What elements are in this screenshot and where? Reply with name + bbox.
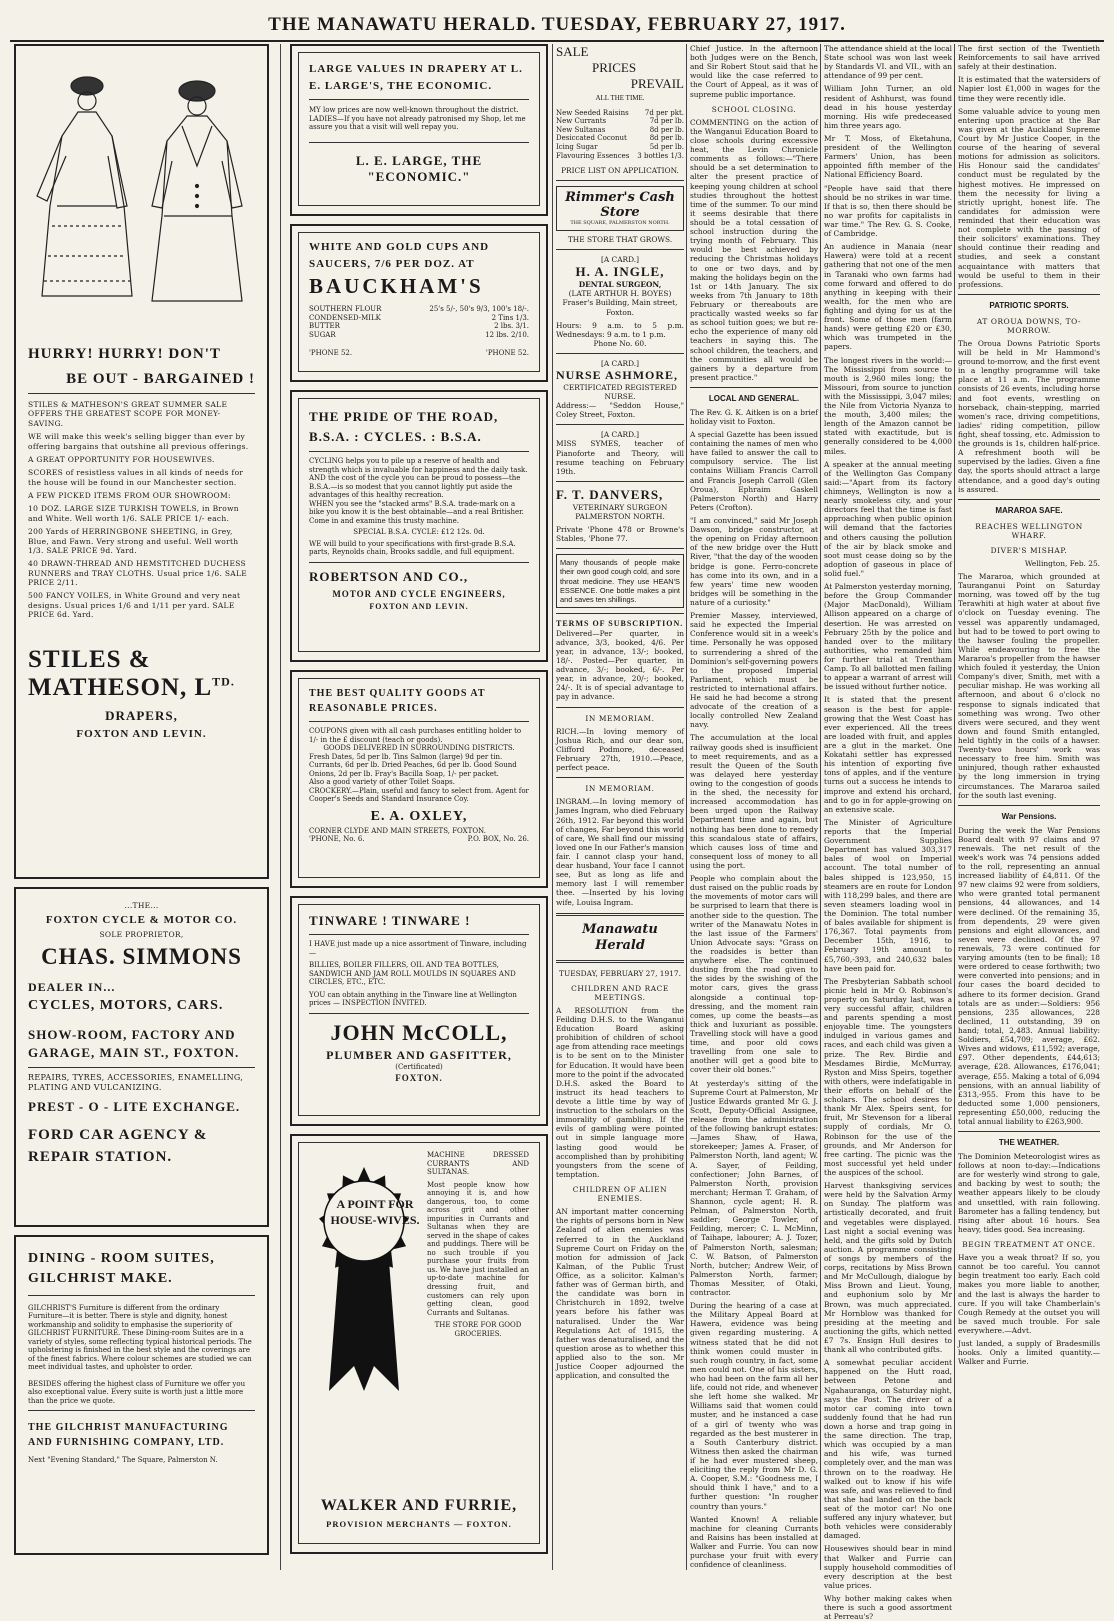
sale-paragraph: 10 DOZ. LARGE SIZE TURKISH TOWELS, in Brown and White. Well worth 1/6. SALE PRICE 1/- each. <box>28 504 239 523</box>
large-ad <box>290 44 548 216</box>
price-item: New Currants <box>556 117 607 126</box>
article-paragraph: Premier Massey, interviewed, said he expected the Imperial Conference would sit in a week's time. Personally he was opposed to surrendering a shred of the Dominion's self-governing powers to the proposed Imperial Parliament, which must be restricted to international affairs. He said he had become a strong advocate of the creation of a locally controlled New Zealand navy. <box>690 611 818 730</box>
symes-notice: MISS SYMES, teacher of Pianoforte and Theory, will resume teaching on February 19th. <box>556 439 684 476</box>
sale-paragraph: 40 DRAWN-THREAD AND HEMSTITCHED DUCHESS RUNNERS and TRAY CLOTHS. Usual price 1/6. SALE PRICE 2/11. <box>28 559 248 587</box>
column-divider <box>686 44 687 1570</box>
rimmer-logo: Rimmer's Cash Store <box>565 190 675 220</box>
oxley-phone: 'PHONE, No. 6. <box>309 835 365 844</box>
bsa-p3: WHEN you see the "stacked arms" B.S.A. trade-mark on a bike you know it is the best obtainable—and a real Britisher. Come in and examine this trusty machine. <box>309 499 524 525</box>
cycle-the: ...THE... <box>124 901 159 910</box>
article-paragraph: The Minister of Agriculture reports that the Imperial Government Supplies Department has valued 303,317 bales of wool on Imperial account. The total number of bales shipped is 123,950, 15 steamers are en route for London with 118,299 bales, and there are seven steamers loading wool in the Dominion. The total number of bales available for shipment is 176,367. Total payments from December 15th, 1916, to February 19th amount to £5,760,-393, and 240,632 bales have been paid for. <box>824 817 952 973</box>
article-paragraph: The accumulation at the local railway goods shed is insufficient to meet requirements, and as a result the Queen of the South was delayed here yesterday owing to the congestion of goods in the shed, the necessity for increased accommodation has been urged upon the Railway Department time and again, but nothing has been done to remedy this scandalous state of affairs, which causes loss of time and consequent loss of money to all using the port. <box>690 733 818 871</box>
masthead-rule <box>10 40 1104 42</box>
price-row <box>556 152 684 161</box>
column-divider <box>820 44 821 1570</box>
masthead: THE MANAWATU HERALD. TUESDAY, FEBRUARY 27, 1917. <box>268 14 846 35</box>
price-value: 3 bottles 1/3. <box>637 151 684 160</box>
ingle-phone: Phone No. 60. <box>593 338 647 348</box>
card-label: [A CARD.] <box>600 430 640 440</box>
price-value: 7d per lb. <box>649 117 684 126</box>
large-signature: L. E. LARGE, THE "ECONOMIC." <box>355 152 483 184</box>
bsa-p4: WE will build to your specifications with first-grade B.S.A. parts, Reynolds chain, Brooks saddle, and full equipment. <box>309 539 516 557</box>
gilchrist-ad <box>14 1235 269 1555</box>
price-value: 2 lbs. 3/1. <box>494 322 529 331</box>
gilchrist-company: THE GILCHRIST MANUFACTURING AND FURNISHING COMPANY, LTD. <box>28 1422 229 1448</box>
stiles-matheson-ad <box>14 44 269 879</box>
rimmer-tag: THE STORE THAT GROWS. <box>567 235 673 245</box>
price-value: 8d per lb. <box>649 134 684 143</box>
article-paragraph: The Rev. G. K. Aitken is on a brief holiday visit to Foxton. <box>690 407 818 426</box>
article-paragraph: During the week the War Pensions Board dealt with 97 claims and 97 renewals. The net result of the week's work was 74 pensions added to the roll, representing an annual increased liability of £4,811. Of the 97 new claims 92 were from soldiers, who were granted total permanent pensions, 44 allowances, and 14 were declined. Of the remaining 35, from dependents, 29 were given pensions and eight allowances, and seven were declined. Of the 97 renewals, 73 were continued for varying amounts (ten to be final); 18 were ordered to cease forthwith; two were converted into pensions; and in four cases the board decided to adhere to its former decision. Grand totals are as under:—Soldiers: 956 pensions, 235 allowances, 228 declined, 11 outstanding, 39 on hand; total, 2,483. Annual liability: Soldiers, £54,709; average, £62. Wives and widows, £11,592; average, £97. Other dependents, £44,613; average, £28. Allowances, £176,041; average, £55. Making a total of 6,094 pensions, with an annual liability of £313,-955. From this have to be deducted some 1,000 pensioners, representing £50,000, reducing the total annual liability to £263,900. <box>958 825 1100 1127</box>
column-divider <box>954 44 955 1570</box>
article-paragraph: It is estimated that the watersiders of Napier lost £1,000 in wages for the time they were recently idle. <box>958 75 1100 103</box>
cycle-owner-name: CHAS. SIMMONS <box>41 943 242 969</box>
walker-p3: THE STORE FOR GOOD GROCERIES. <box>434 1321 522 1338</box>
walker-p1: MACHINE DRESSED CURRANTS AND SULTANAS. <box>427 1151 529 1177</box>
tinware-p1: I HAVE just made up a nice assortment of Tinware, including— <box>309 940 527 957</box>
price-item: BUTTER <box>309 322 340 331</box>
price-item: Flavouring Essences <box>556 151 630 160</box>
article-paragraph: "People have said that there should be no strikes in war time. If that is so, then there should be no war profits for capitalists in war time." The Rev. G. S. Cooke, of Cambridge. <box>824 183 952 239</box>
terms-title: TERMS OF SUBSCRIPTION. <box>556 618 684 628</box>
children-title: CHILDREN AND RACE MEETINGS. <box>571 983 669 1002</box>
price-value: 7d per pkt. <box>644 108 684 117</box>
memoriam-title: IN MEMORIAM. <box>585 713 655 723</box>
article-paragraph: It is stated that the present season is the best for apple-growing that the West Coast has ever experienced. All the trees are loaded with fruit, and apples are a glut in the market. One Kokatahi settler has expressed his intention of exporting five tons of apples, and if the venture turns out a success he intends to improve and extend his orchard, and to go in for apple-growing on an extensive scale. <box>824 695 952 814</box>
price-item: SOUTHERN FLOUR <box>309 305 382 313</box>
oxley-title: THE BEST QUALITY GOODS AT REASONABLE PRICES. <box>309 688 486 714</box>
robertson-place: FOXTON AND LEVIN. <box>369 601 469 611</box>
nurse-address: Address:— "Seddon House," Coley Street, Foxton. <box>556 401 684 420</box>
robertson-sub: MOTOR AND CYCLE ENGINEERS, <box>332 588 506 599</box>
bauckham-ad <box>290 224 548 382</box>
mararoa-sub: REACHES WELLINGTON WHARF. <box>975 521 1083 540</box>
walker-name: WALKER AND FURRIE, <box>320 1497 518 1514</box>
stiles-name-2: MATHESON, L <box>28 673 213 701</box>
price-row <box>556 117 684 126</box>
price-row <box>309 305 529 314</box>
bauckham-phone: 'PHONE 52. <box>309 349 353 358</box>
article-paragraph: A somewhat peculiar accident happened on the Hutt road, between Petone and Ngahauranga, on Saturday night, says the Post. The driver of a motor car coming into town suddenly found that he had run down a horse and trap going in the same direction. The trap, which was occupied by a man and his wife, was turned completely over, and the man was thrown on to the roadway. He walked out to know if his wife was safe, and was relieved to find that she had landed on the back seat of the motor car! No one suffered any injury whatever, but both vehicles were considerably damaged. <box>824 1358 952 1541</box>
price-list <box>556 109 684 161</box>
robertson-name: ROBERTSON AND CO., <box>309 568 469 584</box>
price-value: 5d per lb. <box>649 143 684 151</box>
walker-p2: Most people know how annoying it is, and how dangerous, too, to come across grit and other impurities in Currants and Sultanas when they are served in the shape of cakes and puddings. There will be no such trouble if you purchase your fruits from us. We have just installed an up-to-date machine for dressing fruit, and customers can rely upon getting clean, good Currants and Sultanas. <box>427 1180 529 1317</box>
large-title: LARGE VALUES IN DRAPERY AT L. E. LARGE'S, THE ECONOMIC. <box>309 63 523 92</box>
oxley-p1: COUPONS given with all cash purchases entitling holder to 1/- in the £ discount (teach or goods). <box>309 727 522 744</box>
column-1 <box>14 44 269 1569</box>
article-paragraph: Just landed, a supply of Bradesmills hooks. Only a limited quantity.—Walker and Furrie. <box>958 1339 1100 1367</box>
card-label: [A CARD.] <box>600 255 640 265</box>
oxley-p5: CROCKERY.—Plain, useful and fancy to select from. Agent for Cooper's Seeds and Standard Insurance Coy. <box>309 786 529 804</box>
sale-paragraph: SCORES of resistless values in all kinds of needs for the house will be found in our Manchester section. <box>28 468 244 487</box>
article-paragraph: The longest rivers in the world:—The Mississippi from source to mouth is 2,960 miles long; the Missouri, from source to junction with the Mississippi, 3,047 miles; the Nile from Victoria Nyanza to the mouth, 3,400 miles; the length of the Amazon cannot be stated with exactitude, but is generally considered to be 4,000 miles. <box>824 355 952 456</box>
price-list-note: PRICE LIST ON APPLICATION. <box>561 166 679 176</box>
all-the-time: ALL THE TIME. <box>595 93 645 102</box>
oxley-p4: Also a good variety of other Toilet Soaps. <box>309 778 455 787</box>
article-paragraph: The Oroua Downs Patriotic Sports will be held in Mr Hammond's ground to-morrow, and the first event in a lengthy programme will take place at 11 a.m. The programme consists of 26 events, including horse and foot events, wrestling on horseback, chain-stepping, married women's race, driving competitions, ladies' riding competition, pillow fight, sheaf tossing, etc. Admission to the grounds is 1s, children half-price. A refreshment booth will be supervised by the ladies. Given a fine day, the sports should attract a large attendance, and a good day's outing is assured. <box>958 338 1100 494</box>
dining-title: DINING - ROOM SUITES, GILCHRIST MAKE. <box>28 1251 215 1287</box>
mararoa-title: MARAROA SAFE. <box>995 505 1063 515</box>
herald-date: TUESDAY, FEBRUARY 27, 1917. <box>559 968 681 978</box>
card-label: [A CARD.] <box>600 359 640 369</box>
stiles-place: FOXTON AND LEVIN. <box>76 727 207 740</box>
bsa-p1: CYCLING helps you to pile up a reserve of health and strength which is invaluable for happiness and the daily task. <box>309 457 528 474</box>
prices-word: PRICES <box>592 59 637 75</box>
oxley-ad <box>290 670 548 888</box>
stiles-name: STILES & <box>28 645 151 673</box>
column-5 <box>824 44 953 1621</box>
danvers-phone: Private 'Phone 478 or Browne's Stables, 'Phone 77. <box>556 525 684 544</box>
article-paragraph: The Mararoa, which grounded at Tauranganui Point on Saturday morning, was towed off by the tug Terawhiti at high water at about five o'clock on Tuesday evening. The vessel was apparently undamaged, but had to be towed to port owing to the hawser fouling the propeller. While endeavouring to free the Mararoa's propeller from the hawser which fouled it yesterday, the Union Company's diver, Smith, met with a peculiar mishap. He was working all afternoon, and about 6 o'clock no response to signals indicated that something was wrong. Two other divers were secured, and they went down and found Smith entangled, held tightly in the coils of a hawser. Twenty-two hours' work was necessary to free him. Smith was uninjured, though rather exhausted by the long immersion in trying circumstances. The Mararoa sailed for the south last evening. <box>958 572 1100 800</box>
ingle-name: H. A. INGLE, <box>575 264 665 280</box>
bsa-ad <box>290 390 548 662</box>
price-value: 8d per lb. <box>649 125 684 134</box>
article-paragraph: COMMENTING on the action of the Wanganui Education Board to close schools during excessive heat, the Levin Chronicle comments as follows:—"There should be a set determination to alter the present practice of keeping young children at school studies throughout the hottest time of the summer. To our mind it seems desirable that there should be a total cessation of school instruction during the trying month of February. This would be best achieved by reducing the Christmas holidays to one or two days, and by making the holidays begin on the 1st or 14th January. The six weeks from 7th January to 18th February or thereabouts are practically wasted weeks so far as school tuition goes; we but re-echo the experience of many old teachers in saying this. The school children, the teachers, and the communities all would be gainers by a departure from present practice." <box>690 117 818 382</box>
stiles-drapers: DRAPERS, <box>105 707 178 723</box>
price-row <box>309 322 529 331</box>
article-paragraph: Have you a weak throat? If so, you cannot be too careful. You cannot begin treatment too early. Each cold makes you more liable to another, and the last is always the harder to cure. If you will take Chamberlain's Cough Remedy at the outset you will be saved much trouble. For sale everywhere.—Advt. <box>958 1253 1100 1335</box>
patriotic-sub: AT OROUA DOWNS, TO-MORROW. <box>976 316 1082 335</box>
column-2 <box>290 44 548 1569</box>
dining-p2: BESIDES offering the highest class of Furniture we offer you also exceptional value. Every suite is worth just a little more than the price we quote. <box>28 1379 246 1405</box>
article-paragraph: Housewives should bear in mind that Walker and Furrie can supply household commodities of every description at the best value prices. <box>824 1544 952 1590</box>
oxley-p2: GOODS DELIVERED IN SURROUNDING DISTRICTS. <box>323 744 515 753</box>
terms-body: Delivered—Per quarter, in advance, 3/3, booked, 4/6. Per year, in advance, 13/-; booked, 18/-. Posted—Per quarter, in advance, 3/-; booked, 6/-. Per year, in advance, 20/-; booked, 24/-. It is of special advantage to pay in advance. <box>556 628 684 702</box>
cycle-sole: SOLE PROPRIETOR, <box>99 930 184 940</box>
point-housewives: A POINT FOR HOUSE-WIVES. <box>330 1197 420 1228</box>
price-item: CONDENSED-MILK <box>309 313 381 322</box>
article-paragraph: During the hearing of a case at the Military Appeal Board at Hawera, evidence was being given regarding mustering. A witness stated that he did not think women could muster in such rough country, in fact, some men could not. One of his sisters, who had been on the farm all her life, could not ride, and whenever she left home she walked. Mr Williams said that women could muster, and he instanced a case of a girl of twenty who was regarded as the best musterer in a South Canterbury district. Witness then asked the chairman if he had ever mustered sheep, eliciting the reply from Mr D. G. A. Cooper, S.M.: "Goodness me, I should think I have," and to a further question: "In rougher country than yours." <box>690 1301 818 1511</box>
alien-title: CHILDREN OF ALIEN ENEMIES. <box>572 1185 668 1204</box>
sale-paragraph: WE will make this week's selling bigger than ever by offering bargains that outshine all previous offerings. <box>28 432 249 451</box>
article-paragraph: Wanted Known! A reliable machine for cleaning Currants and Raisins has been installed at Walker and Furrie. You can now purchase your fruit with every confidence of cleanliness. <box>690 1514 818 1570</box>
sale-paragraph: A GREAT OPPORTUNITY FOR HOUSEWIVES. <box>28 454 215 464</box>
article-paragraph: The Dominion Meteorologist wires as follows at noon to-day:—Indications are for westerly wind strong to gale, and backing by west to south; the weather appears likely to be cloudy and unsettled, with rain following. Barometer has a falling tendency, but rising after about 16 hours. Sea heavy, tides good. Sea increasing. <box>958 1152 1100 1234</box>
price-value: 12 lbs. 2/10. <box>485 330 529 339</box>
heans-ad: Many thousands of people make their own good cough cold, and sore throat medicine. They use HEAN'S ESSENCE. One bottle makes a pint and saves ten shillings. <box>556 554 684 608</box>
article-paragraph: At yesterday's sitting of the Supreme Court at Palmerston, Mr Justice Edwards granted Mr G. J. Scott, Deputy-Official Assignee, release from the administration of the following bankrupt estates:—James Shaw, of Hawa, storekeeper; James A. Fraser, of Palmerston North, land agent; W. A. Sayer, of Feilding, confectioner; John Barnes, of Palmerston North, provision merchant; Herman T. Graham, of Shannon, cycle agent; H. R. Pelman, of Palmerston North, saddler; George Towler, of Feilding, mercer; C. L. McMinn, of Taihape, labourer; A. J. Tozer, of Palmerston North, salesman; C. W. Batson, of Palmerston North, butcher; Andrew Weir, of Palmerston North, farmer; Thomas Messiter, of Otaki, contractor. <box>690 1078 818 1298</box>
mararoa-date: Wellington, Feb. 25. <box>1024 558 1100 568</box>
article-paragraph: Why bother making cakes when there is such a good assortment at Perreau's? <box>824 1593 952 1621</box>
price-row <box>556 109 684 118</box>
hurry-heading-2: BE OUT - BARGAINED ! <box>66 371 255 387</box>
oxley-name: E. A. OXLEY, <box>370 808 468 824</box>
column-6 <box>958 44 1100 1569</box>
tinware-p3: YOU can obtain anything in the Tinware line at Wellington prices — INSPECTION INVITED. <box>309 990 517 1008</box>
price-item: Desiccated Coconut <box>556 134 627 143</box>
price-item: New Sultanas <box>556 125 606 134</box>
nurse-title: CERTIFICATED REGISTERED NURSE. <box>563 382 677 401</box>
tinware-ad <box>290 896 548 1126</box>
sale-paragraph: STILES & MATHESON'S GREAT SUMMER SALE OFFERS THE GREATEST SCOPE FOR MONEY-SAVING. <box>28 400 228 428</box>
gilchrist-address: Next "Evening Standard," The Square, Palmerston N. <box>28 1456 218 1465</box>
article-paragraph: Mr T. Moss, of Eketahuna, president of the Wellington Farmers' Union, has been appointed fifth member of the National Efficiency Board. <box>824 133 952 180</box>
danvers-place: PALMERSTON NORTH. <box>575 511 665 521</box>
patriotic-title: PATRIOTIC SPORTS. <box>989 300 1069 310</box>
oxley-box: P.O. BOX, No. 26. <box>467 835 529 844</box>
mararoa-sub: DIVER'S MISHAP. <box>990 545 1068 555</box>
sale-paragraph: 500 FANCY VOILES, in White Ground and very neat designs. Usual prices 1/6 and 1/11 per yard. SALE PRICE 6d. Yard. <box>28 591 241 620</box>
memoriam-ingram: INGRAM.—In loving memory of James Ingram, who died February 26th, 1912. Far beyond this world of changes, Far beyond this world of care, We shall find our missing loved one In our Father's mansion fair. I cannot clasp your hand, dear husband, Your face I cannot see, But as long as life and memory last I will remember thee. —Inserted by his loving wife, Louisa Ingram. <box>556 797 684 907</box>
alien-body: AN important matter concerning the rights of persons born in New Zealand of alien enemies was referred to in the Auckland Supreme Court on Friday on the motion for admission of Jack Kalman, of the Public Trust Office, as a solicitor. Kalman's father was of German birth, and the candidate was born in Christchurch in 1892, twelve years before his father was naturalised. Under the War Regulations Act of 1915, the father was denaturalised, and the question arose as to whether this applied also to the son. Mr Justice Cooper adjourned the application, and consulted the <box>556 1207 684 1381</box>
price-value: 2 Tins 1/3. <box>491 313 529 322</box>
dining-p1: GILCHRIST'S Furniture is different from the ordinary Furniture—it is better. There is style and dignity, honest workmanship and solidity to emphasise the superiority of GILCHRIST FURNITURE. These Dining-room Suites are in a variety of styles, some reflecting typical historical periods. The upholstering is finished in the best style and the coverings are of the finest fabrics. Where colour schemes are studied we can meet individual tastes, and upholster to order. <box>28 1303 252 1372</box>
price-row <box>556 143 684 152</box>
price-row <box>556 126 684 135</box>
article-paragraph: Some valuable advice to young men entering upon practice at the Bar was given at the Auckland Supreme Court by Mr Justice Cooper, in the course of the hearing of several motions for admission as solicitors. His Honour said the candidates' conduct must be regulated by the highest motives. He impressed on them the necessity for living a strictly upright, honest life. The candidates for admission were reminded that their education was not complete with the passing of their solicitors' examinations. They should continue their reading and studies, and seek a constant acquaintance with matters that would be useful to them in their professions. <box>958 106 1100 289</box>
price-row <box>309 331 529 340</box>
bauckham-name: BAUCKHAM'S <box>309 274 484 298</box>
foxton-cycle-ad <box>14 887 269 1227</box>
cycle-ford: FORD CAR AGENCY & REPAIR STATION. <box>28 1127 208 1165</box>
tinware-title: TINWARE ! TINWARE ! <box>309 913 471 928</box>
bauckham-phone: 'PHONE 52. <box>485 349 529 358</box>
article-paragraph: William John Turner, an old resident of Ashhurst, was found dead in his house yesterday morning. His wife predeceased him three years ago. <box>824 84 952 130</box>
danvers-name: F. T. DANVERS, <box>556 486 664 502</box>
column-divider <box>280 44 281 1570</box>
large-body: MY low prices are now well-known throughout the district. LADIES—If you have not already patronised my Shop, let me assure you that a visit will well repay you. <box>309 106 526 132</box>
article-paragraph: The Presbyterian Sabbath school picnic held in Mr O. Robinson's property on Saturday last, was a very successful affair, children and parents spending a most enjoyable time. The youngsters indulged in various games and races, and each child was given a prize. The Rev. Birdie and Mesdames Birdie, McMurray, Ryston and Miss Speirs, together with others, were indefatigable in their efforts on behalf of the scholars. The school desires to thank Mr Alex. Speirs sent, for fruit, Mr Stevenson for a liberal supply of cordials, Mr O. Robinson for the use of the grounds, and Mr Anderson for free carting. The picnic was the most successful yet held under the auspices of the school. <box>824 976 952 1178</box>
price-item: New Seeded Raisins <box>556 108 629 117</box>
bauckham-price-list <box>309 305 529 339</box>
ingle-late: (LATE ARTHUR H. BOYES) <box>568 289 672 299</box>
fashion-illustration <box>32 56 252 316</box>
walker-furrie-ad <box>290 1134 548 1554</box>
children-body: A RESOLUTION from the Feilding D.H.S. to the Wanganui Education Board asking prohibition of children of school age from attending race meetings is to be sent on to the Minister for Education. It would have been more to the point if the advocated D.H.S. asked the Board to instruct its head teachers to devote a little time by way of instruction to the scholars on the immorality of gambling. If the evils of gambling were pointed out in simple language more lasting good would be accomplished than by prohibiting youngsters from the scene of temptation. <box>556 1005 684 1179</box>
column-4 <box>690 44 818 1569</box>
price-item: Icing Sugar <box>556 143 598 151</box>
cycle-co: FOXTON CYCLE & MOTOR CO. <box>45 914 238 927</box>
bsa-special: SPECIAL B.S.A. CYCLE: £12 12s. 0d. <box>353 528 485 537</box>
article-paragraph: People who complain about the dust raised on the public roads by the movements of motor cars will be surprised to learn that there is another side to the question. The writer of the Manawatu Notes in the last issue of the Farmers' Union Advocate says: "Grass on the roadsides is better than anywhere else. The continued dusting from the road given to the sides by the swishing of the motor cars, gives the grass alongside a continual top-dressing, and the moment rain comes, up come the beasts—as thick and luxuriant as possible. Travelling stock will have a good time, and poor old cows travelling from one sale to another will get a good bite to cover their old bones." <box>690 874 818 1075</box>
article-paragraph: An audience in Manaia (near Hawera) were told at a recent gathering that not one of the men in Taranaki who own farms had come forward and offered to do anything in keeping with their wealth, for the men who are fighting and dying for us at the front. Some of those men (farm hands) were getting £20 or £30, which was trumpeted in the papers. <box>824 242 952 352</box>
stiles-ltd: TD. <box>212 674 235 689</box>
column-divider <box>552 44 553 1570</box>
war-pensions-title: War Pensions. <box>1001 811 1057 821</box>
ingle-hours: Hours: 9 a.m. to 5 p.m. Wednesdays: 9 a.m. to 1 p.m. <box>556 320 684 339</box>
sale-word: SALE <box>556 44 589 59</box>
begin-treatment-title: BEGIN TREATMENT AT ONCE. <box>962 1240 1096 1249</box>
mccoll-place: FOXTON. <box>395 1073 443 1084</box>
memoriam-rich: RICH.—In loving memory of Joshua Rich, and our dear son, Clifford Podmore, deceased February 27th, 1910.—Peace, perfect peace. <box>556 726 684 773</box>
herald-masthead: Manawatu Herald <box>582 921 658 953</box>
sale-paragraph: A FEW PICKED ITEMS FROM OUR SHOWROOM: <box>28 491 231 500</box>
mccoll-name: JOHN McCOLL, <box>330 1019 508 1045</box>
price-item: SUGAR <box>309 330 336 339</box>
walker-sub: PROVISION MERCHANTS — FOXTON. <box>326 1519 512 1529</box>
prevail-word: PREVAIL <box>630 75 684 91</box>
weather-title: THE WEATHER. <box>998 1138 1060 1148</box>
cups-title: WHITE AND GOLD CUPS AND SAUCERS, 7/6 PER DOZ. AT <box>309 241 490 270</box>
rosette-icon <box>309 1151 419 1401</box>
memoriam-title: IN MEMORIAM. <box>585 784 655 794</box>
cycle-showroom: SHOW-ROOM, FACTORY AND GARAGE, MAIN ST., FOXTON. <box>28 1026 240 1060</box>
cycle-prest: PREST - O - LITE EXCHANGE. <box>28 1099 241 1115</box>
price-row <box>309 314 529 323</box>
article-paragraph: A special Gazette has been issued containing the names of men who have failed to answer the call to compulsory service. The list contains William Francis Carroll and Francis Joseph Carroll (Glen Oroua), Ephraim Gaskell (Palmerston North) and Harry Peters (Crofton). <box>690 429 818 512</box>
cycle-dealer: DEALER IN... <box>28 979 116 994</box>
rimmer-address: THE SQUARE, PALMERSTON NORTH. <box>570 219 670 226</box>
bsa-title: THE PRIDE OF THE ROAD, B.S.A. : CYCLES. : B.S.A. <box>309 409 499 444</box>
danvers-title: VETERINARY SURGEON <box>572 502 668 512</box>
oxley-p3: Fresh Dates, 5d per lb. Tins Salmon (large) 9d per tin. Currants, 6d per lb. Dried Peaches, 6d per lb. Good Sound Onions, 2d per lb. Fray's Bacilla Soap, 1/- per packet. <box>309 752 517 778</box>
article-paragraph: Chief Justice. In the afternoon both Judges were on the Bench, and Sir Robert Stout said that he would like the case referred to the Court of Appeal, as it was of supreme public importance. <box>690 44 818 99</box>
ingle-title: DENTAL SURGEON, <box>578 280 662 290</box>
oxley-address: CORNER CLYDE AND MAIN STREETS, FOXTON. <box>309 826 486 835</box>
article-paragraph: "I am convinced," said Mr Joseph Dawson, bridge constructor, at the opening on Friday afternoon of the new bridge over the Hutt River, "that the day of the wooden bridge is gone. Ferro-concrete has come into its own, and in a few years' time new wooden bridges will be something in the nature of a curiosity." <box>690 515 818 607</box>
school-title: SCHOOL CLOSING. <box>711 104 797 114</box>
cycle-items: CYCLES, MOTORS, CARS. <box>28 997 224 1013</box>
local-general-title: LOCAL AND GENERAL. <box>708 393 800 403</box>
article-paragraph: The attendance shield at the local State school was won last week by Standards VI. and VII., with an attendance of 99 per cent. <box>824 44 952 81</box>
mccoll-sub: PLUMBER AND GASFITTER, <box>326 1047 512 1062</box>
sale-paragraph: 200 Yards of HERRINGBONE SHEETING, in Grey, Blue, and Fawn. Very strong and useful. Well worth 1/3. SALE PRICE 9d. Yard. <box>28 527 239 555</box>
column-3 <box>556 44 684 1569</box>
bsa-p2: AND the cost of the cycle you can be proud to possess—the B.S.A.—is so modest that you cannot lightly put aside the advantages of this healthy recreation. <box>309 474 521 500</box>
price-row <box>556 134 684 143</box>
article-paragraph: A speaker at the annual meeting of the Wellington Gas Company said:—"Apart from its factory chimneys, Wellington is now a nearly smokeless city, and your directors feel that the time is fast approaching when public opinion will demand that the factories and others causing the pollution of the air by black smoke and soot must cease doing so by the adoption of gaseous in place of solid fuel." <box>824 459 952 579</box>
price-value: 25's 5/-, 50's 9/3, 100's 18/-. <box>429 305 529 313</box>
cycle-repairs: REPAIRS, TYRES, ACCESSORIES, ENAMELLING, PLATING AND VULCANIZING. <box>28 1073 244 1093</box>
hurry-heading-1: HURRY! HURRY! DON'T <box>28 346 221 362</box>
tinware-p2: BILLIES, BOILER FILLERS, OIL AND TEA BOTTLES, SANDWICH AND JAM ROLL MOULDS IN SQUARES AND CIRCLES, ETC., ETC. <box>309 961 516 987</box>
article-paragraph: At Palmerston yesterday morning, before the Group Commander (Major MacDonald), William Allison appeared on a charge of desertion. He was arrested on February 25th by the police and handed over to the military authorities, who remanded him for further trial at Trentham Camp. To all ballotted men failing to appear a warrant of arrest will be issued without further notice. <box>824 582 953 692</box>
article-paragraph: Harvest thanksgiving services were held by the Salvation Army on Sunday. The platform was artistically decorated, and fruit and vegetables were displayed. Last night a social evening was held, and the gifts sold by Dutch auction. A programme consisting of songs by members of the corps, recitations by Miss Brown and Mr McCullough, dialogue by Miss Brown and Lieut. Young, and euphonium solo by Mr Brown, was much appreciated. Mr Hornblow was thanked for presiding at the meeting and auctioning the gifts, which netted £7 7s. Ensign Hull desires to thank all who contributed gifts. <box>824 1181 952 1355</box>
ingle-address: Fraser's Building, Main street, Foxton. <box>562 298 678 317</box>
mccoll-cert: (Certificated) <box>395 1062 443 1071</box>
nurse-name: NURSE ASHMORE, <box>556 368 679 383</box>
article-paragraph: The first section of the Twentieth Reinforcements to sail have arrived safely at their destination. <box>958 44 1100 72</box>
